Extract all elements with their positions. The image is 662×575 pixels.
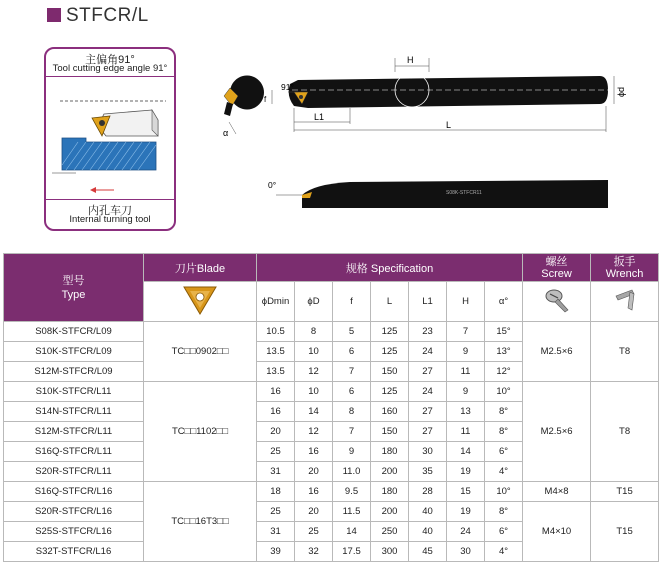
value-cell: 7 (333, 422, 371, 442)
model-cell: S25S-STFCR/L16 (4, 522, 144, 542)
value-cell: 35 (409, 462, 447, 482)
angle-label: 91° (281, 82, 294, 92)
value-cell: 20 (295, 462, 333, 482)
wrench-icon (610, 286, 640, 314)
value-cell: 150 (371, 422, 409, 442)
page-title: STFCR/L (66, 5, 149, 26)
model-cell: S32T-STFCR/L16 (4, 542, 144, 562)
value-cell: 10 (295, 382, 333, 402)
model-cell: S08K-STFCR/L09 (4, 322, 144, 342)
value-cell: 19 (447, 462, 485, 482)
spec-table (3, 253, 659, 562)
value-cell: 31 (257, 462, 295, 482)
value-cell: 9.5 (333, 482, 371, 502)
value-cell: 25 (295, 522, 333, 542)
value-cell: 11 (447, 422, 485, 442)
screw-image (523, 282, 591, 322)
value-cell: 13 (447, 402, 485, 422)
dim-L-label: L (446, 120, 452, 130)
value-cell: 15 (447, 482, 485, 502)
blade-cell: TC□□1102□□ (144, 382, 257, 482)
value-cell: 45 (409, 542, 447, 562)
value-cell: 27 (409, 362, 447, 382)
value-cell: 160 (371, 402, 409, 422)
triangle-insert-icon (180, 282, 220, 318)
blade-header: 刀片Blade (144, 254, 257, 282)
value-cell: 12° (485, 362, 523, 382)
model-cell: S12M-STFCR/L09 (4, 362, 144, 382)
screw-cell: M2.5×6 (523, 382, 591, 482)
dim-H-label: H (407, 55, 414, 65)
value-cell: 19 (447, 502, 485, 522)
value-cell: 14 (295, 402, 333, 422)
blade-image (144, 282, 257, 322)
value-cell: 6° (485, 442, 523, 462)
value-cell: 11.0 (333, 462, 371, 482)
value-cell: 5 (333, 322, 371, 342)
col-L: L (371, 282, 409, 322)
value-cell: 20 (295, 502, 333, 522)
model-cell: S16Q-STFCR/L11 (4, 442, 144, 462)
blade-cell: TC□□16T3□□ (144, 482, 257, 562)
wrench-cell: T15 (591, 482, 659, 502)
value-cell: 30 (447, 542, 485, 562)
wrench-cell: T8 (591, 382, 659, 482)
table-row (4, 482, 659, 502)
value-cell: 17.5 (333, 542, 371, 562)
value-cell: 125 (371, 342, 409, 362)
value-cell: 8° (485, 502, 523, 522)
value-cell: 250 (371, 522, 409, 542)
value-cell: 28 (409, 482, 447, 502)
model-cell: S10K-STFCR/L11 (4, 382, 144, 402)
side-angle-label: 0° (268, 180, 277, 190)
value-cell: 180 (371, 442, 409, 462)
dim-d-label: ϕd (616, 86, 626, 97)
value-cell: 4° (485, 542, 523, 562)
screw-cell: M2.5×6 (523, 322, 591, 382)
col-f: f (333, 282, 371, 322)
value-cell: 300 (371, 542, 409, 562)
value-cell: 8° (485, 402, 523, 422)
value-cell: 200 (371, 502, 409, 522)
value-cell: 7 (447, 322, 485, 342)
value-cell: 6 (333, 382, 371, 402)
value-cell: 11.5 (333, 502, 371, 522)
wrench-header: 扳手 Wrench (591, 254, 659, 282)
value-cell: 27 (409, 402, 447, 422)
model-cell: S12M-STFCR/L11 (4, 422, 144, 442)
value-cell: 30 (409, 442, 447, 462)
internal-turning-illustration (46, 78, 174, 198)
value-cell: 150 (371, 362, 409, 382)
value-cell: 10 (295, 342, 333, 362)
value-cell: 24 (409, 342, 447, 362)
value-cell: 27 (409, 422, 447, 442)
col-d: ϕD (295, 282, 333, 322)
model-cell: S14N-STFCR/L11 (4, 402, 144, 422)
value-cell: 18 (257, 482, 295, 502)
value-cell: 8 (333, 402, 371, 422)
value-cell: 14 (333, 522, 371, 542)
type-header: 型号 Type (4, 254, 144, 322)
col-L1: L1 (409, 282, 447, 322)
wrench-image (591, 282, 659, 322)
table-row (4, 502, 659, 522)
value-cell: 13.5 (257, 342, 295, 362)
shank-top (289, 76, 608, 108)
shank-marking: S08K-STFCR11 (446, 190, 482, 196)
col-alpha: α° (485, 282, 523, 322)
value-cell: 31 (257, 522, 295, 542)
title-marker (47, 8, 61, 22)
screw-icon (542, 286, 572, 314)
screw-cell: M4×10 (523, 502, 591, 562)
value-cell: 8 (295, 322, 333, 342)
col-H: H (447, 282, 485, 322)
value-cell: 8° (485, 422, 523, 442)
value-cell: 16 (257, 382, 295, 402)
value-cell: 20 (257, 422, 295, 442)
blade-cell: TC□□0902□□ (144, 322, 257, 382)
value-cell: 13.5 (257, 362, 295, 382)
value-cell: 6 (333, 342, 371, 362)
inset-caption-cn: 主偏角91° (85, 54, 135, 66)
value-cell: 24 (447, 522, 485, 542)
value-cell: 14 (447, 442, 485, 462)
value-cell: 200 (371, 462, 409, 482)
tool-drawing (210, 52, 630, 222)
value-cell: 10° (485, 382, 523, 402)
value-cell: 7 (333, 362, 371, 382)
inset-bottom-en: Internal turning tool (69, 214, 151, 225)
inset-diagram (44, 47, 176, 231)
table-row (4, 322, 659, 342)
value-cell: 16 (295, 482, 333, 502)
value-cell: 40 (409, 502, 447, 522)
value-cell: 39 (257, 542, 295, 562)
inset-caption-en: Tool cutting edge angle 91° (52, 63, 168, 74)
value-cell: 125 (371, 322, 409, 342)
value-cell: 40 (409, 522, 447, 542)
spec-header: 规格 Specification (257, 254, 523, 282)
value-cell: 180 (371, 482, 409, 502)
value-cell: 6° (485, 522, 523, 542)
value-cell: 32 (295, 542, 333, 562)
value-cell: 12 (295, 362, 333, 382)
value-cell: 25 (257, 442, 295, 462)
model-cell: S10K-STFCR/L09 (4, 342, 144, 362)
dim-L1-label: L1 (314, 112, 325, 122)
value-cell: 10° (485, 482, 523, 502)
value-cell: 13° (485, 342, 523, 362)
wrench-cell: T8 (591, 322, 659, 382)
inset-bottom-cn: 内孔车刀 (88, 205, 132, 217)
value-cell: 12 (295, 422, 333, 442)
model-cell: S20R-STFCR/L11 (4, 462, 144, 482)
value-cell: 9 (447, 382, 485, 402)
screw-header: 螺丝 Screw (523, 254, 591, 282)
value-cell: 9 (333, 442, 371, 462)
wrench-cell: T15 (591, 502, 659, 562)
value-cell: 125 (371, 382, 409, 402)
value-cell: 9 (447, 342, 485, 362)
value-cell: 25 (257, 502, 295, 522)
table-row (4, 382, 659, 402)
col-dmin: ϕDmin (257, 282, 295, 322)
value-cell: 4° (485, 462, 523, 482)
value-cell: 24 (409, 382, 447, 402)
value-cell: 16 (295, 442, 333, 462)
value-cell: 10.5 (257, 322, 295, 342)
value-cell: 11 (447, 362, 485, 382)
model-cell: S16Q-STFCR/L16 (4, 482, 144, 502)
value-cell: 15° (485, 322, 523, 342)
screw-cell: M4×8 (523, 482, 591, 502)
alpha-label: α (223, 128, 229, 138)
value-cell: 23 (409, 322, 447, 342)
value-cell: 16 (257, 402, 295, 422)
model-cell: S20R-STFCR/L16 (4, 502, 144, 522)
dim-f-label: f (264, 95, 267, 104)
end-view (230, 75, 264, 109)
